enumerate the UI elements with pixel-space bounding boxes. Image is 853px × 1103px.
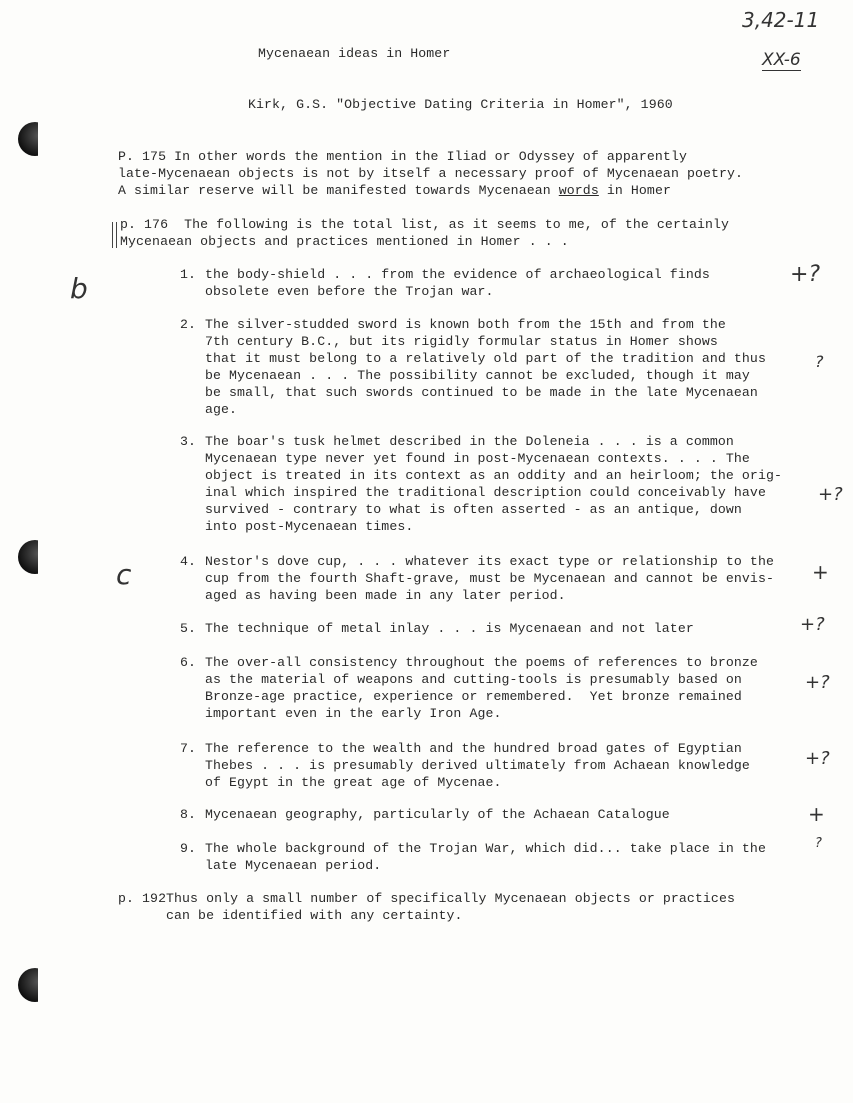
- list-item-number: 4.: [180, 554, 197, 569]
- list-item-number: 8.: [180, 807, 197, 822]
- list-item-text: The reference to the wealth and the hundred broad gates of Egyptian Thebes . . . is presumably derived ultimately from Achaean knowledge of Egypt in the great age of Mycenae.: [205, 741, 750, 790]
- list-item-text: The boar's tusk helmet described in the Doleneia . . . is a common Mycenaean type never yet found in post-Mycenaean contexts. . . . The object is treated in its context as an oddity and an heirloom; the orig- inal which inspired the traditional description could conceivably have survived - contrary to what is often asserted - as an antique, down into post-Mycenaean times.: [205, 434, 782, 534]
- list-item-text: The silver-studded sword is known both from the 15th and from the 7th century B.C., but its rigidly formular status in Homer shows that it must belong to a relatively old part of the tradition and thus be Mycenaean . . . The possibility cannot be excluded, though it may be small, that such swords continued to be made in the late Mycenaean age.: [205, 317, 766, 417]
- margin-mark: +?: [805, 748, 830, 769]
- margin-double-bar: [112, 222, 117, 248]
- punch-hole: [18, 122, 52, 156]
- list-item-number: 5.: [180, 621, 197, 636]
- list-item-text: The technique of metal inlay . . . is Mycenaean and not later: [205, 621, 694, 636]
- margin-mark: +: [812, 560, 829, 584]
- list-item-number: 9.: [180, 841, 197, 856]
- margin-mark: ?: [815, 352, 824, 371]
- list-item-number: 1.: [180, 267, 197, 282]
- citation: Kirk, G.S. "Objective Dating Criteria in Homer", 1960: [248, 97, 673, 112]
- p175-tail: in Homer: [598, 183, 671, 198]
- list-item-number: 6.: [180, 655, 197, 670]
- list-item-text: the body-shield . . . from the evidence of archaeological finds obsolete even before the Trojan war.: [205, 267, 710, 299]
- punch-hole: [18, 968, 52, 1002]
- margin-mark: +: [808, 802, 825, 826]
- margin-mark: +?: [805, 672, 830, 693]
- list-item-text: The over-all consistency throughout the poems of references to bronze as the material of weapons and cutting-tools is presumably based on Bronze-age practice, experience or remembered. Yet bronze remained important even in the early Iron Age.: [205, 655, 758, 721]
- catalog-number: 3,42-11: [742, 8, 820, 32]
- margin-letter-c: c: [116, 558, 132, 591]
- list-item-text: The whole background of the Trojan War, which did... take place in the late Mycenaean period.: [205, 841, 766, 873]
- list-item-number: 3.: [180, 434, 197, 449]
- section-code-text: XX-6: [762, 50, 801, 70]
- list-item-text: Nestor's dove cup, . . . whatever its exact type or relationship to the cup from the fourth Shaft-grave, must be Mycenaean and cannot be envis- aged as having been made in any later period.: [205, 554, 774, 603]
- margin-mark: +?: [790, 262, 821, 287]
- margin-mark: +?: [818, 484, 843, 505]
- paragraph-p192: Thus only a small number of specifically Mycenaean objects or practices can be identified with any certainty.: [166, 891, 735, 923]
- list-item-text: Mycenaean geography, particularly of the Achaean Catalogue: [205, 807, 670, 822]
- p175-text: P. 175 In other words the mention in the Iliad or Odyssey of apparently late-Mycenaean objects is not by itself a necessary proof of Mycenaean poetry. A similar reserve will be manifested towards Mycenaean: [118, 149, 744, 198]
- punch-hole: [18, 540, 52, 574]
- margin-mark: +?: [800, 614, 825, 635]
- section-code: [762, 50, 801, 70]
- paragraph-p176: p. 176 The following is the total list, as it seems to me, of the certainly Mycenaean objects and practices mentioned in Homer . . .: [120, 217, 730, 249]
- p175-underlined-word: words: [558, 183, 599, 198]
- list-item-number: 7.: [180, 741, 197, 756]
- list-item-number: 2.: [180, 317, 197, 332]
- document-title: Mycenaean ideas in Homer: [258, 46, 451, 61]
- margin-letter-b: b: [70, 272, 88, 305]
- paragraph-p175: [118, 148, 743, 199]
- margin-mark: ?: [815, 836, 822, 851]
- p192-page-ref: p. 192: [118, 891, 167, 906]
